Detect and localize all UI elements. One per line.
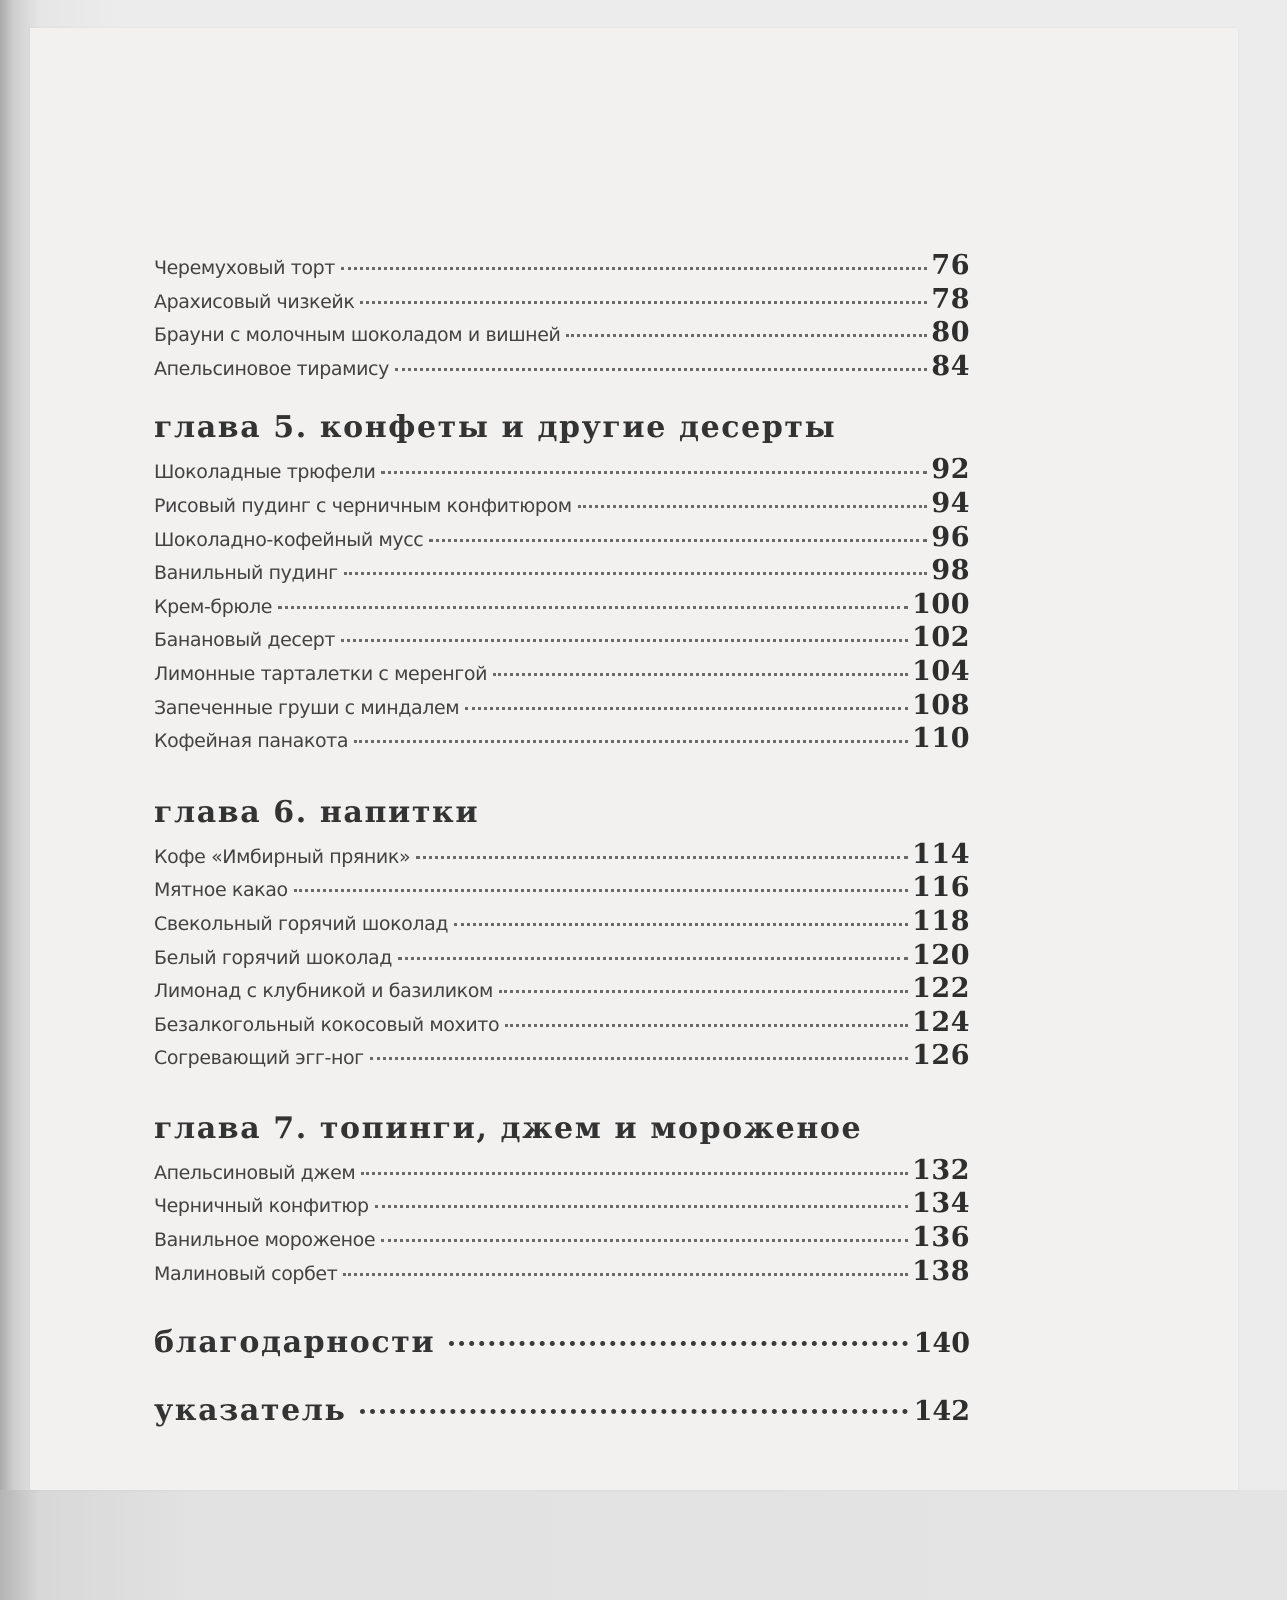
toc-entry-page: 132: [912, 1154, 970, 1186]
acknowledgements-entry: [154, 1325, 970, 1369]
toc-entry-page: 102: [912, 622, 970, 654]
toc-entry: [154, 839, 970, 873]
dot-leader: [341, 639, 908, 642]
toc-entry-title: Рисовый пудинг с черничным конфитюром: [154, 494, 572, 517]
toc-entry-page: 114: [912, 838, 970, 870]
dot-leader: [361, 1172, 908, 1175]
chapter-5-heading: глава 5. конфеты и другие десерты: [154, 410, 837, 446]
toc-entry-title: Кофейная панакота: [154, 730, 349, 753]
index-entry: [154, 1393, 970, 1437]
toc-entry-page: 76: [931, 250, 970, 281]
toc-entry-page: 92: [931, 454, 970, 486]
toc-entry: [154, 690, 970, 724]
toc-entry-page: 98: [931, 555, 970, 587]
dot-leader: [381, 471, 927, 474]
toc-entry-title: Запеченные груши с миндалем: [154, 696, 460, 719]
dot-leader: [278, 606, 908, 609]
index-page: 142: [913, 1396, 970, 1428]
toc-entry: [154, 872, 970, 906]
toc-entry-title: Малиновый сорбет: [154, 1262, 338, 1285]
toc-entry-page: 100: [912, 588, 970, 620]
toc-entry-title: Шоколадно-кофейный мусс: [154, 528, 424, 551]
toc-entry-title: Белый горячий шоколад: [154, 946, 392, 969]
toc-entry-page: 136: [912, 1222, 970, 1254]
toc-entry: [154, 973, 970, 1007]
dot-leader: [429, 539, 927, 542]
toc-entry-page: 94: [931, 487, 970, 519]
toc-entry: [154, 656, 970, 690]
toc-entry-title: Безалкогольный кокосовый мохито: [154, 1013, 500, 1036]
toc-entry-page: 138: [912, 1255, 970, 1287]
toc-entry-page: 108: [912, 689, 970, 721]
dot-leader: [499, 990, 908, 993]
toc-entry-page: 80: [931, 317, 970, 349]
toc-entry: [154, 1007, 970, 1041]
toc-entry-title: Арахисовый чизкейк: [154, 290, 355, 313]
toc-entry: [154, 1155, 970, 1189]
toc-entry-title: Апельсиновый джем: [154, 1161, 356, 1184]
toc-entry-title: Брауни с молочным шоколадом и вишней: [154, 324, 561, 347]
dot-leader: [416, 856, 908, 859]
dot-leader: [344, 572, 928, 575]
toc-entry: [154, 488, 970, 522]
table-of-contents: [154, 250, 970, 1437]
toc-entry-title: Ванильное мороженое: [154, 1229, 376, 1252]
toc-entry-page: 122: [912, 973, 970, 1005]
toc-entry-page: 110: [912, 723, 970, 755]
toc-entry-page: 116: [912, 872, 970, 904]
toc-entry-title: Согревающий эгг-ног: [154, 1047, 364, 1070]
toc-entry: [154, 1040, 970, 1074]
toc-entry: [154, 555, 970, 589]
toc-entry: [154, 250, 970, 284]
dot-leader: [493, 673, 908, 676]
toc-entry: [154, 723, 970, 757]
chapter-6-heading: глава 6. напитки: [154, 794, 480, 830]
toc-entry-title: Банановый десерт: [154, 629, 336, 652]
toc-entry-page: 104: [912, 655, 970, 687]
dot-leader: [375, 1205, 909, 1208]
toc-entry: [154, 1222, 970, 1256]
toc-entry-title: Лимонад с клубникой и базиликом: [154, 980, 493, 1003]
toc-entry-page: 124: [912, 1006, 970, 1038]
toc-entry-page: 118: [912, 905, 970, 937]
index-title: указатель: [154, 1393, 347, 1429]
toc-entry: [154, 1188, 970, 1222]
toc-entry-page: 78: [931, 283, 970, 315]
toc-entry: [154, 589, 970, 623]
acknowledgements-title: благодарности: [154, 1325, 436, 1361]
toc-entry: [154, 622, 970, 656]
background-shadow: [0, 1490, 1287, 1600]
toc-entry-title: Ванильный пудинг: [154, 562, 338, 585]
dot-leader: [343, 1273, 908, 1276]
toc-entry-title: Шоколадные трюфели: [154, 461, 376, 484]
toc-entry-title: Кофе «Имбирный пряник»: [154, 845, 411, 868]
toc-entry-page: 96: [931, 521, 970, 553]
toc-entry-title: Черемуховый торт: [154, 257, 335, 279]
toc-entry-page: 84: [931, 350, 970, 382]
acknowledgements-page: 140: [913, 1328, 970, 1360]
toc-entry: [154, 522, 970, 556]
toc-entry: [154, 454, 970, 488]
dot-leader: [505, 1024, 908, 1027]
toc-entry-title: Лимонные тарталетки с меренгой: [154, 662, 488, 685]
toc-entry: [154, 284, 970, 318]
dot-leader: [341, 267, 928, 270]
toc-entry-title: Свекольный горячий шоколад: [154, 912, 449, 935]
toc-entry-title: Мятное какао: [154, 879, 288, 902]
toc-entry-title: Черничный конфитюр: [154, 1195, 369, 1218]
dot-leader: [381, 1239, 908, 1242]
dot-leader: [566, 334, 927, 337]
dot-leader: [370, 1057, 908, 1060]
toc-entry-page: 120: [912, 939, 970, 971]
toc-entry: [154, 351, 970, 385]
dot-leader: [398, 957, 908, 960]
toc-entry-page: 134: [912, 1188, 970, 1220]
toc-entry: [154, 940, 970, 974]
dot-leader: [449, 1341, 907, 1346]
dot-leader: [454, 923, 908, 926]
dot-leader: [465, 707, 908, 710]
toc-entry-page: 126: [912, 1040, 970, 1072]
dot-leader: [354, 740, 908, 743]
toc-entry-title: Крем-брюле: [154, 595, 273, 618]
toc-entry: [154, 1256, 970, 1290]
toc-entry: [154, 906, 970, 940]
dot-leader: [360, 301, 927, 304]
chapter-7-heading: глава 7. топинги, джем и мороженое: [154, 1110, 863, 1146]
dot-leader: [360, 1409, 907, 1414]
toc-entry: [154, 317, 970, 351]
dot-leader: [294, 889, 908, 892]
toc-entry-title: Апельсиновое тирамису: [154, 357, 389, 380]
dot-leader: [578, 505, 928, 508]
dot-leader: [395, 368, 927, 371]
